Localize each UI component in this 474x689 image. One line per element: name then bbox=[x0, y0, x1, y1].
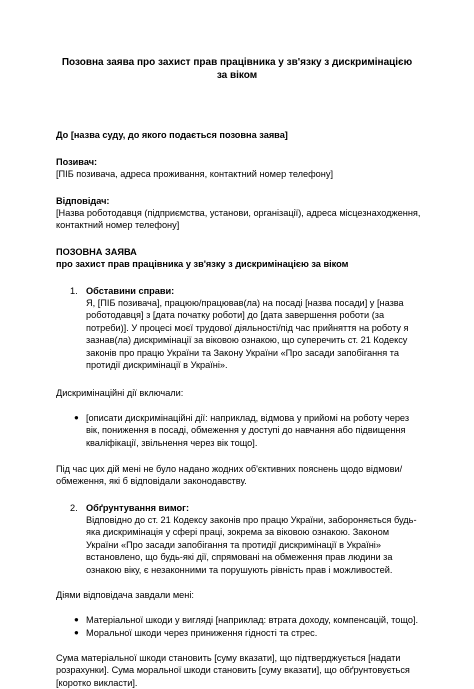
bullet-icon: ● bbox=[74, 615, 79, 624]
claim-heading: ПОЗОВНА ЗАЯВА bbox=[56, 247, 137, 257]
amounts-paragraph: Сума матеріальної шкоди становить [суму вказати], що підтверджується [надати розрахунки]. Сума моральної шкоди становить [суму вказати], що обґрунтовується [коротко викласти]. bbox=[56, 653, 410, 688]
bullet-icon: ● bbox=[74, 413, 79, 422]
section1-number: 1. bbox=[70, 286, 78, 296]
damages-item: Матеріальної шкоди у вигляді [наприклад: втрата доходу, компенсацій, тощо]. bbox=[86, 615, 419, 625]
document-title: Позовна заява про захист прав працівника у зв'язку з дискримінацією за віком bbox=[61, 57, 413, 81]
section2-heading: Обґрунтування вимог: bbox=[86, 503, 190, 513]
court-line: До [назва суду, до якого подається позовна заява] bbox=[56, 130, 288, 140]
damages-intro: Діями відповідача завдали мені: bbox=[56, 590, 194, 600]
no-explanation-paragraph: Під час цих дій мені не було надано жодних об'єктивних пояснень щодо відмови/обмеження, які б відповідали законодавству. bbox=[56, 464, 403, 487]
discrimination-intro: Дискримінаційні дії включали: bbox=[56, 388, 184, 398]
damages-item: Моральної шкоди через приниження гідності та стрес. bbox=[86, 628, 318, 638]
plaintiff-heading: Позивач: bbox=[56, 157, 98, 167]
section2-text: Відповідно до ст. 21 Кодексу законів про працю України, забороняється будь-яка дискримінація у сфері праці, зокрема за віковою ознакою. Законом України «Про засади запобігання та протидії дискримінації в Україні» встановлено, що будь-які дії, спрямовані на обмеження прав людини за ознакою віку, є незаконними та порушують рівність прав і можливостей. bbox=[86, 515, 417, 575]
claim-subheading: про захист прав працівника у зв'язку з дискримінацією за віком bbox=[56, 259, 349, 269]
bullet-icon: ● bbox=[74, 628, 79, 637]
defendant-details: [Назва роботодавця (підприємства, установи, організації), адреса місцезнаходження, контактний номер телефону] bbox=[56, 208, 421, 231]
section1-heading: Обставини справи: bbox=[86, 286, 175, 296]
section1-text: Я, [ПІБ позивача], працюю/працював(ла) на посаді [назва посади] у [назва роботодавця] з [дата початку роботи] до [дата завершення роботи (за потреби)]. У процесі моєї трудової діяльності/під час прийняття на роботу я зазнав(ла) дискримінації за віковою ознакою, що суперечить ст. 21 Кодексу законів про працю України та Закону України «Про засади запобігання та протидії дискримінації в Україні». bbox=[86, 298, 409, 371]
plaintiff-details: [ПІБ позивача, адреса проживання, контактний номер телефону] bbox=[56, 169, 334, 179]
discrimination-item: [описати дискримінаційні дії: наприклад, відмова у прийомі на роботу через вік, пониження в посаді, обмеження у доступі до навчання або підвищення кваліфікації, звільнення через вік тощо]. bbox=[86, 413, 410, 448]
defendant-heading: Відповідач: bbox=[56, 196, 110, 206]
section2-number: 2. bbox=[70, 503, 78, 513]
